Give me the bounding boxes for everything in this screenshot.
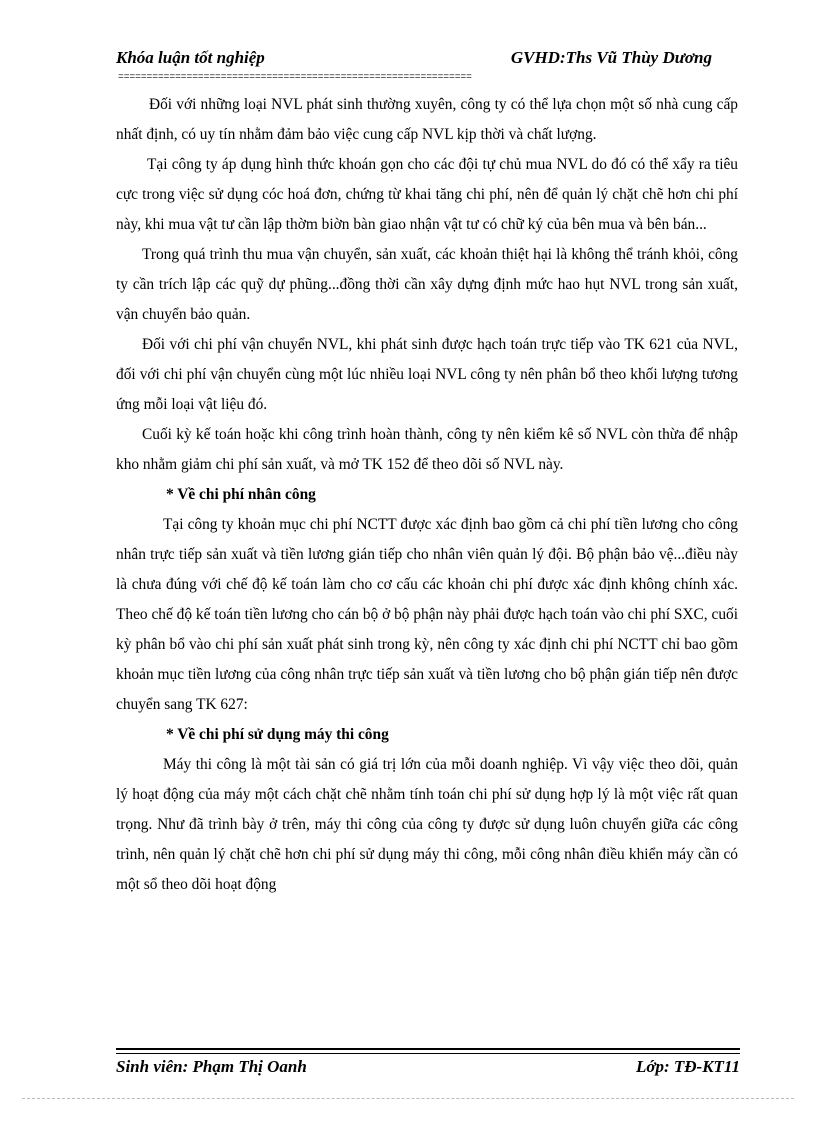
paragraph-period-end-inventory: Cuối kỳ kế toán hoặc khi công trình hoàn thành, công ty nên kiểm kê số NVL còn thừa để nhập kho nhằm giảm chi phí sản xuất, và mở TK 152 để theo dõi số NVL này. [116,426,738,473]
paragraph-construction-machinery: Máy thi công là một tài sản có giá trị lớn của mỗi doanh nghiệp. Vì vậy việc theo dõi, quản lý hoạt động của máy một cách chặt chẽ nhằm tính toán chi phí sử dụng hợp lý là một việc rất quan trọng. Như đã trình bày ở trên, máy thi công của công ty được sử dụng luôn chuyển giữa các công trình, nên quản lý chặt chẽ hơn chi phí sử dụng máy thi công, mỗi công nhân điều khiển máy cần có một sổ theo dõi hoạt động [116,756,738,893]
document-body [116,90,738,900]
page-header [116,48,716,74]
paragraph-transport-costs: Đối với chi phí vận chuyển NVL, khi phát sinh được hạch toán trực tiếp vào TK 621 của NVL, đối với chi phí vận chuyển cùng một lúc nhiều loại NVL công ty nên phân bổ theo khối lượng tương ứng mỗi loại vật liệu đó. [116,336,738,413]
footer-class: Lớp: TĐ-KT11 [635,1057,740,1076]
paragraph-nvl-suppliers: Đối với những loại NVL phát sinh thường xuyên, công ty có thể lựa chọn một số nhà cung cấp nhất định, có uy tín nhằm đảm bảo việc cung cấp NVL kịp thời và chất lượng. [116,96,738,143]
page-boundary [22,1098,794,1099]
paragraph-direct-labor: Tại công ty khoản mục chi phí NCTT được xác định bao gồm cả chi phí tiền lương cho công nhân trực tiếp sản xuất và tiền lương gián tiếp cho nhân viên quản lý đội. Bộ phận bảo vệ...điều này là chưa đúng với chế độ kế toán làm cho cơ cấu các khoản chi phí được xác định không chính xác. Theo chế độ kế toán tiền lương cho cán bộ ở bộ phận này phải được hạch toán vào chi phí SXC, cuối kỳ phân bổ vào chi phí sản xuất phát sinh trong kỳ, nên công ty xác định chi phí NCTT chỉ bao gồm khoản mục tiền lương của công nhân trực tiếp sản xuất và tiền lương cho bộ phận gián tiếp nên được chuyển sang TK 627: [116,516,738,713]
heading-labor-costs: * Về chi phí nhân công [166,486,316,503]
header-thesis-title: Khóa luận tốt nghiệp [116,48,265,67]
paragraph-contract-teams: Tại công ty áp dụng hình thức khoán gọn cho các đội tự chủ mua NVL do đó có thể xẩy ra tiêu cực trong việc sử dụng cóc hoá đơn, chứng từ khai tăng chi phí, nên để quản lý chặt chẽ hơn chi phí này, khi mua vật tư cần lập thờm biờn bàn giao nhận vật tư có chữ ký của bên mua và bên bán... [116,156,738,233]
header-supervisor: GVHD:Ths Vũ Thùy Dương [510,48,712,67]
footer-rule-thick [116,1048,740,1050]
footer-student: Sinh viên: Phạm Thị Oanh [116,1057,307,1076]
heading-machine-costs: * Về chi phí sử dụng máy thi công [166,726,389,743]
paragraph-losses-provisions: Trong quá trình thu mua vận chuyển, sản xuất, các khoản thiệt hại là không thể tránh khỏi, công ty cần trích lập các quỹ dự phũng...đồng thời cần xây dựng định mức hao hụt NVL trong sản xuất, vận chuyển bảo quản. [116,246,738,323]
header-rule: ============================================================== [118,72,472,82]
footer-rule-thin [116,1053,740,1054]
